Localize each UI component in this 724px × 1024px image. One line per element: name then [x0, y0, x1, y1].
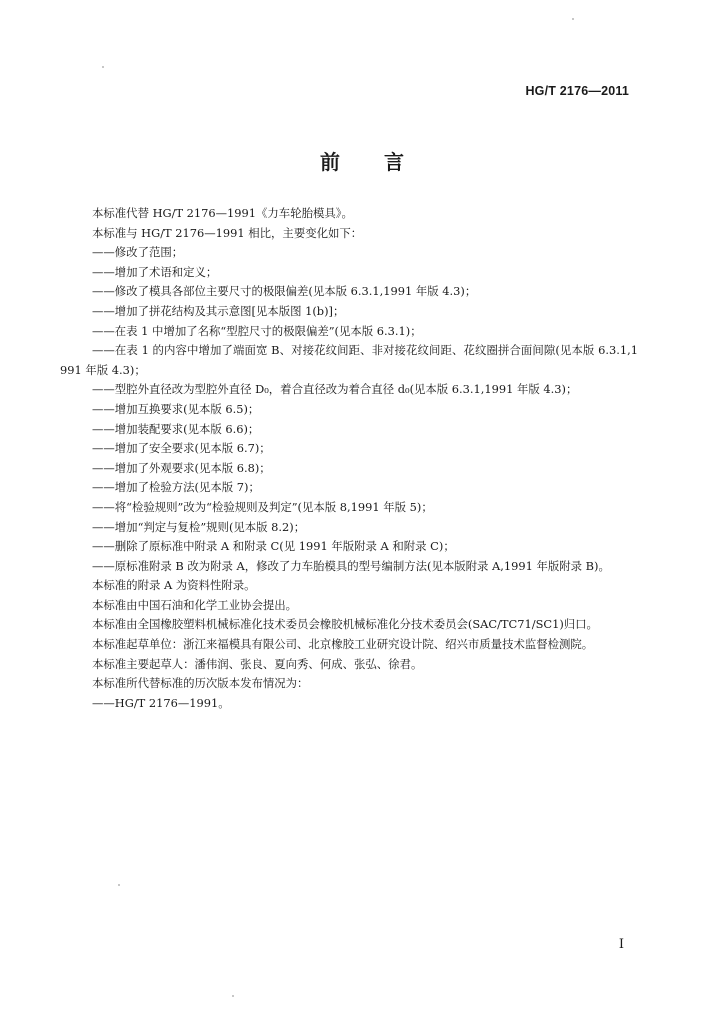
- change-item: ——删除了原标准中附录 A 和附录 C(见 1991 年版附录 A 和附录 C)；: [92, 539, 455, 554]
- change-item: ——增加了外观要求(见本版 6.8)；: [92, 460, 271, 475]
- change-item: ——增加了拼花结构及其示意图[见本版图 1(b)]；: [92, 303, 345, 318]
- scan-speck: [118, 884, 120, 886]
- change-item: ——将“检验规则”改为“检验规则及判定”(见本版 8,1991 年版 5)；: [92, 499, 433, 514]
- page-title-char-1: 前: [320, 150, 340, 174]
- change-item: ——修改了范围；: [92, 245, 184, 260]
- history-intro: 本标准所代替标准的历次版本发布情况为：: [92, 676, 309, 691]
- changes-intro: 本标准与 HG/T 2176—1991 相比，主要变化如下：: [92, 225, 363, 240]
- change-item: ——增加装配要求(见本版 6.6)；: [92, 421, 260, 436]
- change-item: ——在表 1 的内容中增加了端面宽 B、对接花纹间距、非对接花纹间距、花纹圈拼合面间隙(见本版 6.3.1,1991 年版 4.3)；: [60, 343, 638, 377]
- drafters: 本标准主要起草人：潘伟润、张良、夏向秀、何成、张弘、徐君。: [92, 656, 423, 671]
- page-number: I: [618, 937, 624, 952]
- change-item: ——增加了术语和定义；: [92, 264, 218, 279]
- change-item: ——增加了安全要求(见本版 6.7)；: [92, 441, 271, 456]
- history-item: ——HG/T 2176—1991。: [92, 695, 230, 710]
- change-item: ——在表 1 中增加了名称“型腔尺寸的极限偏差”(见本版 6.3.1)；: [92, 323, 422, 338]
- scan-speck: [572, 18, 574, 20]
- committee-statement: 本标准由全国橡胶塑料机械标准化技术委员会橡胶机械标准化分技术委员会(SAC/TC71/SC1)归口。: [92, 617, 598, 632]
- foreword-body: [60, 204, 638, 713]
- standard-number: HG/T 2176—2011: [525, 84, 629, 98]
- change-item: ——增加“判定与复检”规则(见本版 8.2)；: [92, 519, 306, 534]
- change-item: ——原标准附录 B 改为附录 A，修改了力车胎模具的型号编制方法(见本版附录 A,1991 年版附录 B)。: [92, 558, 610, 573]
- change-item: ——型腔外直径改为型腔外直径 D₀，着合直径改为着合直径 d₀(见本版 6.3.1,1991 年版 4.3)；: [92, 382, 578, 397]
- page-title-char-2: 言: [384, 150, 404, 174]
- drafting-units: 本标准起草单位：浙江来福模具有限公司、北京橡胶工业研究设计院、绍兴市质量技术监督检测院。: [92, 637, 594, 652]
- proposer-statement: 本标准由中国石油和化学工业协会提出。: [92, 597, 298, 612]
- scan-speck: [232, 995, 234, 997]
- page-title: [0, 146, 724, 175]
- replace-statement: 本标准代替 HG/T 2176—1991《力车轮胎模具》。: [92, 206, 353, 220]
- change-item: ——修改了模具各部位主要尺寸的极限偏差(见本版 6.3.1,1991 年版 4.3)；: [92, 284, 477, 299]
- change-item: ——增加了检验方法(见本版 7)；: [92, 480, 260, 495]
- change-item: ——增加互换要求(见本版 6.5)；: [92, 401, 260, 416]
- scan-speck: [102, 66, 104, 68]
- annex-statement: 本标准的附录 A 为资料性附录。: [92, 578, 256, 593]
